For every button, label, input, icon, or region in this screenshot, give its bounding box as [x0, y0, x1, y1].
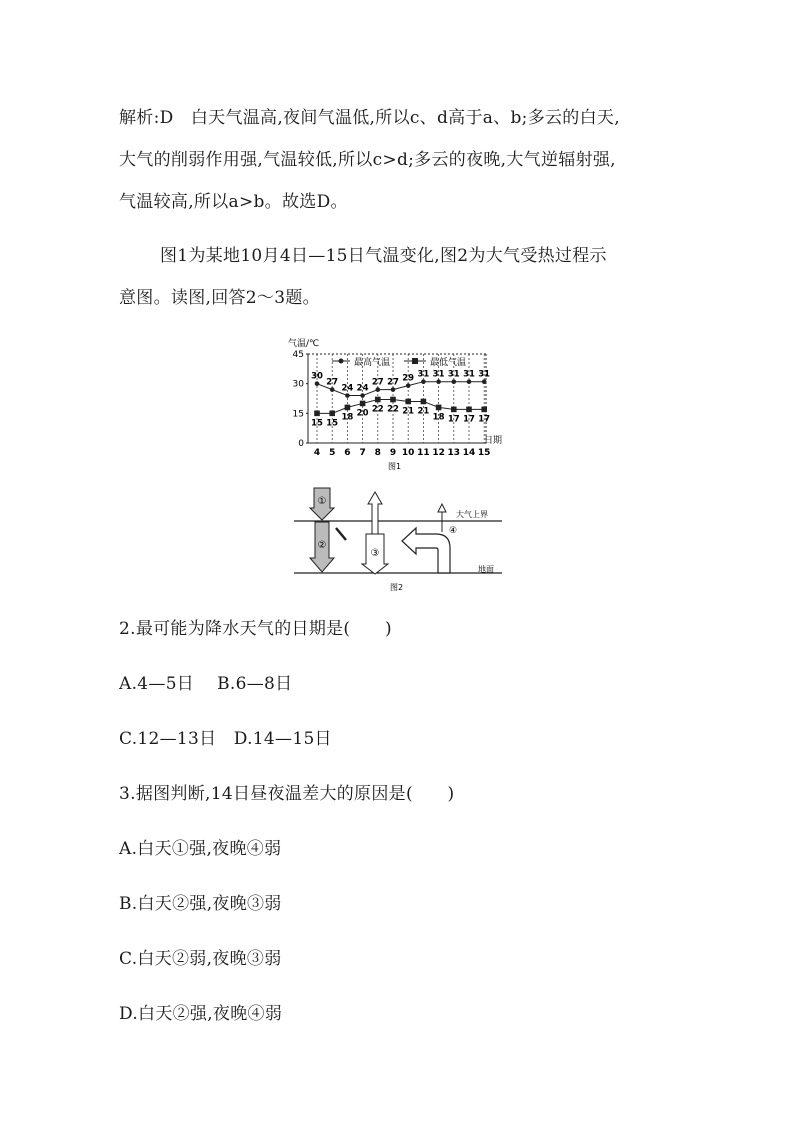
min-temp-point	[329, 411, 335, 417]
max-temp-label: 31	[417, 369, 430, 380]
max-temp-point	[421, 379, 426, 384]
min-temp-point	[375, 397, 381, 403]
max-temp-label: 31	[432, 369, 445, 380]
q2-stem: 2.最可能为降水天气的日期是( )	[119, 619, 392, 639]
max-temp-label: 24	[356, 383, 369, 394]
series-line-min	[317, 399, 484, 413]
q2-options-cd: C.12—13日 D.14—15日	[119, 729, 332, 749]
x-tick-label: 5	[329, 448, 336, 458]
q2-options-ab: A.4—5日 B.6—8日	[119, 674, 293, 694]
intro-line-1: 图1为某地10月4日—15日气温变化,图2为大气受热过程示	[160, 246, 607, 266]
x-tick-label: 8	[374, 448, 381, 458]
y-tick-label: 0	[298, 439, 304, 449]
min-temp-point	[345, 405, 351, 411]
max-temp-point	[330, 387, 335, 392]
label-4: ④	[448, 526, 458, 536]
min-temp-label: 21	[402, 406, 415, 417]
label-1: ①	[317, 496, 327, 507]
chart-legend	[332, 356, 466, 368]
q3-option-c: C.白天②弱,夜晚③弱	[119, 949, 282, 969]
legend-marker-max	[339, 359, 344, 364]
max-temp-point	[467, 379, 472, 384]
max-temp-label: 31	[447, 369, 460, 380]
min-temp-label: 21	[417, 406, 430, 417]
max-temp-point	[391, 387, 396, 392]
min-temp-label: 22	[387, 404, 399, 415]
max-temp-label: 27	[371, 377, 384, 388]
x-tick-label: 13	[447, 448, 461, 458]
min-temp-point	[466, 407, 472, 413]
max-temp-point	[376, 387, 381, 392]
x-tick-label: 11	[417, 448, 430, 458]
min-temp-point	[390, 397, 396, 403]
legend-max: 最高气温	[354, 358, 391, 368]
x-tick-label: 15	[477, 448, 491, 458]
max-temp-point	[315, 381, 320, 386]
q3-option-a: A.白天①强,夜晚④弱	[119, 839, 282, 859]
arrow-4-head	[438, 504, 446, 512]
chart-caption: 图1	[388, 462, 402, 471]
q3-option-d: D.白天②强,夜晚④弱	[119, 1004, 283, 1024]
atmosphere-heating-diagram	[290, 484, 506, 592]
curved-arrow	[402, 528, 450, 573]
max-temp-point	[360, 393, 365, 398]
min-temp-label: 17	[478, 414, 491, 425]
max-temp-label: 29	[402, 373, 415, 384]
legend-min: 最低气温	[430, 358, 467, 368]
analysis-line-2: 大气的削弱作用强,气温较低,所以c>d;多云的夜晚,大气逆辐射强,	[119, 150, 616, 170]
y-axis-label: 气温/℃	[288, 339, 320, 349]
x-tick-label: 7	[359, 448, 366, 458]
max-temp-point	[436, 379, 441, 384]
min-temp-label: 17	[447, 414, 460, 425]
min-temp-point	[421, 399, 427, 405]
max-temp-label: 30	[311, 371, 323, 382]
legend-marker-min	[412, 358, 418, 364]
max-temp-label: 31	[478, 369, 491, 380]
max-temp-label: 27	[387, 377, 399, 388]
min-temp-label: 15	[326, 418, 339, 429]
min-temp-point	[314, 411, 320, 417]
x-tick-label: 10	[401, 448, 415, 458]
y-tick-label: 45	[292, 350, 304, 360]
label-2: ②	[317, 540, 327, 551]
x-tick-label: 14	[462, 448, 476, 458]
min-temp-point	[451, 407, 457, 413]
x-axis-label: 日期	[484, 436, 502, 446]
reflection-arrow	[336, 528, 346, 540]
temperature-chart	[280, 336, 502, 472]
min-temp-point	[481, 407, 487, 413]
min-temp-label: 20	[356, 408, 369, 419]
label-atmosphere-top: 大气上界	[456, 510, 488, 519]
label-3: ③	[370, 548, 380, 559]
min-temp-point	[405, 399, 411, 405]
x-tick-label: 6	[344, 448, 351, 458]
analysis-line-3: 气温较高,所以a>b。故选D。	[119, 192, 348, 212]
figure2-caption: 图2	[390, 583, 404, 592]
analysis-line-1: 解析:D 白天气温高,夜间气温低,所以c、d高于a、b;多云的白天,	[119, 108, 620, 128]
min-temp-label: 22	[371, 404, 384, 415]
max-temp-label: 27	[326, 377, 339, 388]
intro-line-2: 意图。读图,回答2～3题。	[119, 288, 320, 308]
y-tick-label: 15	[292, 409, 304, 420]
q3-stem: 3.据图判断,14日昼夜温差大的原因是( )	[119, 784, 455, 804]
y-tick-label: 30	[292, 379, 304, 390]
label-ground: 地面	[478, 565, 494, 574]
min-temp-label: 18	[341, 412, 354, 423]
max-temp-label: 24	[341, 383, 354, 394]
x-tick-label: 9	[389, 448, 397, 458]
max-temp-point	[345, 393, 350, 398]
max-temp-label: 31	[463, 369, 475, 380]
x-tick-label: 4	[313, 448, 321, 458]
min-temp-label: 15	[311, 418, 323, 429]
min-temp-point	[360, 401, 366, 407]
x-tick-label: 12	[432, 448, 445, 458]
q3-option-b: B.白天②强,夜晚③弱	[119, 894, 282, 914]
min-temp-label: 18	[432, 412, 445, 423]
max-temp-point	[482, 379, 487, 384]
min-temp-label: 17	[463, 414, 475, 425]
max-temp-point	[406, 383, 411, 388]
max-temp-point	[452, 379, 457, 384]
min-temp-point	[436, 405, 442, 411]
